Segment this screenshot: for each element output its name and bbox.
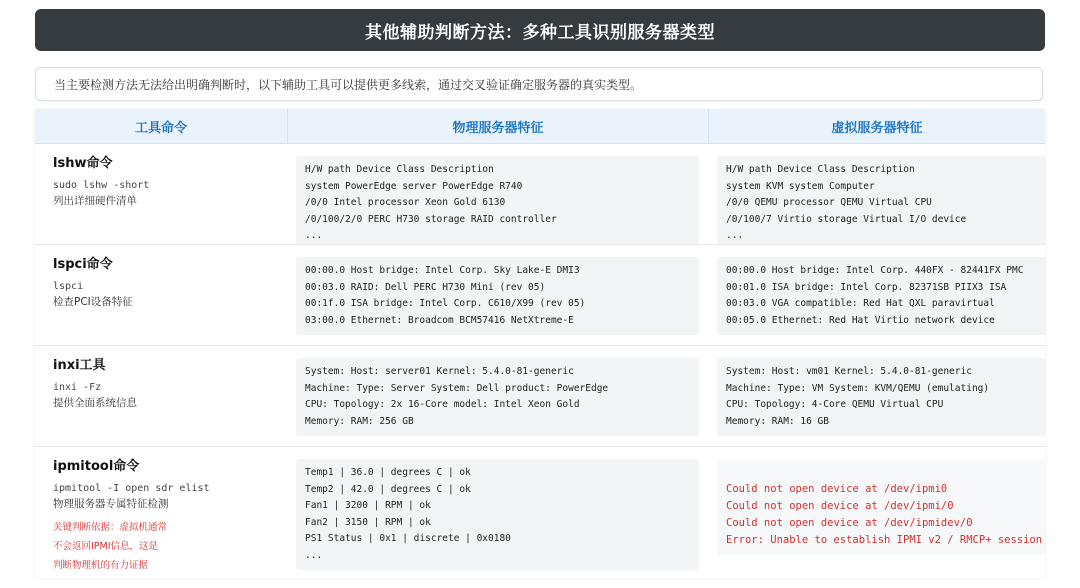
- tool-name: inxi工具: [53, 358, 106, 373]
- tool-description: 物理服务器专属特征检测: [53, 498, 169, 510]
- header-virtual: 虚拟服务器特征: [831, 120, 923, 136]
- table-row: [35, 245, 1045, 346]
- tool-command: sudo lshw -short: [53, 180, 150, 191]
- virtual-error-output: Could not open device at /dev/ipmi0 Could not open device at /dev/ipmi/0 Could not open device at /dev/ipmidev/0 Error: Unable to establish IPMI v2 / RMCP+ session: [717, 459, 1045, 555]
- virtual-cell: [709, 346, 1045, 446]
- tool-cell: [35, 245, 288, 345]
- tool-name: lshw命令: [53, 156, 113, 171]
- physical-cell: [288, 346, 709, 446]
- table-header: [35, 109, 1045, 144]
- page-title: 其他辅助判断方法：多种工具识别服务器类型: [35, 9, 1045, 51]
- key-note: 关键判断依据：虚拟机通常 不会返回IPMI信息，这是 判断物理机的有力证据: [53, 522, 168, 571]
- header-physical: 物理服务器特征: [288, 109, 709, 143]
- tool-command: ipmitool -I open sdr elist: [53, 483, 210, 494]
- physical-output: 00:00.0 Host bridge: Intel Corp. Sky Lake-E DMI3 00:03.0 RAID: Dell PERC H730 Mini (rev 05) 00:1f.0 ISA bridge: Intel Corp. C610/X99 (rev 05) 03:00.0 Ethernet: Broadcom BCM57416 NetXtreme-E: [296, 257, 699, 335]
- tool-name: ipmitool命令: [53, 459, 140, 474]
- virtual-cell: [709, 447, 1045, 578]
- physical-output: H/W path Device Class Description system PowerEdge server PowerEdge R740 /0/0 Intel processor Xeon Gold 6130 /0/100/2/0 PERC H730 storage RAID controller ...: [296, 156, 699, 245]
- table-row: [35, 144, 1045, 245]
- tool-description: 检查PCI设备特征: [53, 296, 133, 308]
- tool-description: 列出详细硬件清单: [53, 195, 137, 207]
- physical-cell: [288, 447, 709, 578]
- table-row: [35, 346, 1045, 447]
- physical-output: Temp1 | 36.0 | degrees C | ok Temp2 | 42.0 | degrees C | ok Fan1 | 3200 | RPM | ok Fan2 | 3150 | RPM | ok PS1 Status | 0x1 | discrete | 0x0180 ...: [296, 459, 699, 570]
- header-tool: 工具命令: [35, 109, 288, 143]
- physical-output: System: Host: server01 Kernel: 5.4.0-81-generic Machine: Type: Server System: Dell product: PowerEdge CPU: Topology: 2x 16-Core model: Intel Xeon Gold Memory: RAM: 256 GB: [296, 358, 699, 436]
- virtual-output: System: Host: vm01 Kernel: 5.4.0-81-generic Machine: Type: VM System: KVM/QEMU (emulating) CPU: Topology: 4-Core QEMU Virtual CPU Memory: RAM: 16 GB: [717, 358, 1045, 436]
- physical-cell: [288, 245, 709, 345]
- tool-command: lspci: [53, 281, 84, 292]
- tool-cell: [35, 144, 288, 244]
- physical-cell: [288, 144, 709, 244]
- comparison-table: [35, 109, 1045, 577]
- tool-name: lspci命令: [53, 257, 113, 272]
- virtual-output: H/W path Device Class Description system KVM system Computer /0/0 QEMU processor QEMU Virtual CPU /0/100/7 Virtio storage Virtual I/O device ...: [717, 156, 1045, 245]
- intro-text: 当主要检测方法无法给出明确判断时，以下辅助工具可以提供更多线索，通过交叉验证确定服务器的真实类型。: [35, 67, 1043, 101]
- tool-description: 提供全面系统信息: [53, 397, 137, 409]
- virtual-cell: [709, 245, 1045, 345]
- virtual-output: 00:00.0 Host bridge: Intel Corp. 440FX - 82441FX PMC 00:01.0 ISA bridge: Intel Corp. 82371SB PIIX3 ISA 00:03.0 VGA compatible: Red Hat QXL paravirtual 00:05.0 Ethernet: Red Hat Virtio network device: [717, 257, 1045, 335]
- virtual-cell: [709, 144, 1045, 244]
- tool-cell: [35, 447, 288, 578]
- table-row: [35, 447, 1045, 578]
- tool-command: inxi -Fz: [53, 382, 102, 393]
- tool-cell: [35, 346, 288, 446]
